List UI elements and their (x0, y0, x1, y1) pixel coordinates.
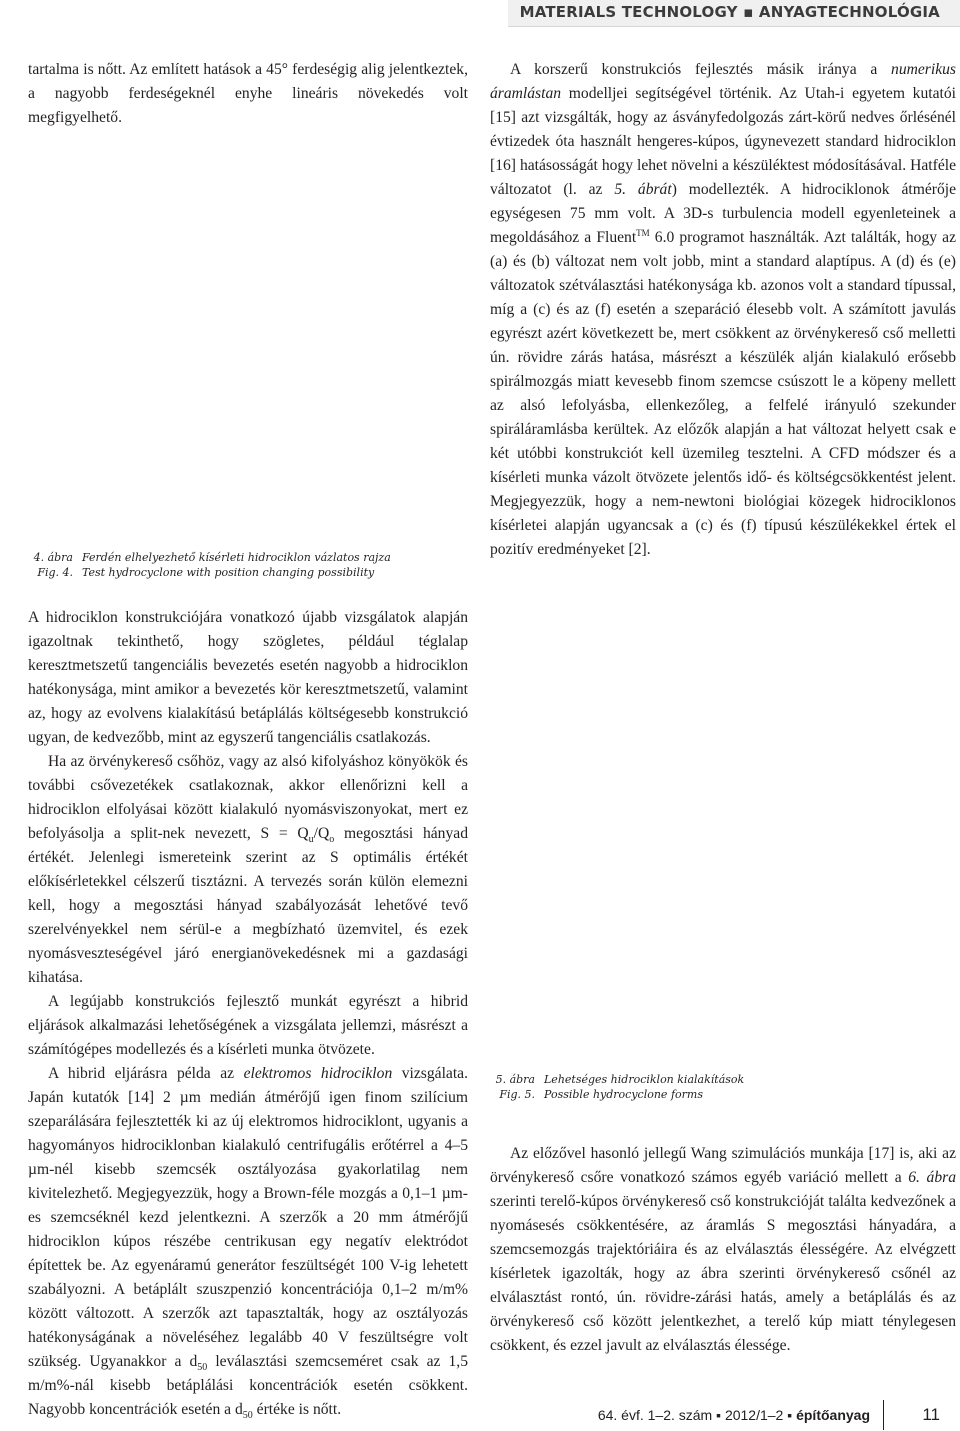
figure-5-caption-en: Possible hydrocyclone forms (544, 1088, 703, 1101)
figure-4-caption (28, 550, 468, 580)
figure-4-caption-en: Test hydrocyclone with position changing possibility (82, 566, 375, 579)
left-column (28, 58, 468, 1422)
intro-paragraph: tartalma is nőtt. Az említett hatások a 45° ferdeségig alig jelentkeztek, a nagyobb ferdeségeknél enyhe lineáris növekedés volt megfigyelhető. (28, 61, 468, 126)
paragraph-hybrid: A legújabb konstrukciós fejlesztő munkát egyrészt a hibrid eljárások alkalmazási lehetőségének a vizsgálata jellemzi, másrészt a számítógépes modellezés és a kísérleti munka ötvözete. (28, 993, 468, 1058)
paragraph-split: Ha az örvénykereső csőhöz, vagy az alsó kifolyáshoz könyökök és további csővezetékek csatlakoznak, akkor ellenőrizni kell a hidrociklon elfolyásai között kialakuló nyomásviszonyokat, mert ez befolyásolja a split-nek nevezett, $S = Q_u/Q_o$ megosztási hányad értékét. Jelenlegi ismereteink szerint az S optimális értékét előkísérletekkel célszerű tisztázni. A tervezés során külön elemezni kell, hogy a megosztási hányad szabályozását lehetővé tevő szerelvényekkel nem sérül-e a megbízható üzemvitel, és ezek nyomásveszteségével járó energianövekedésnek mi a gazdasági kihatása. (28, 753, 468, 986)
figure-5-area (490, 562, 956, 1072)
footer-divider (883, 1400, 884, 1430)
paragraph-cfd: A korszerű konstrukciós fejlesztés másik iránya a numerikus áramlástan modelljei segítségével történik. Az Utah-i egyetem kutatói [15] azt vizsgálták, hogy az ásványfedolgozás zárt-körű nedves őrlésénél évtizedek óta használt hengeres-kúpos, úgynevezett standard hidrociklon [16] hatásosságát hogy lehet növelni a készüléktest módosításával. Hatféle változatot (l. az 5. ábrát) modellezték. A hidrociklonok átmérője egységesen 75 mm volt. A 3D-s turbulencia modell egyenleteinek a megoldásához a Fluent™ 6.0 programot használták. Azt találták, hogy az (a) és (b) változat nem volt jobb, mint a standard alaptípus. A (d) és (e) változatok szétválasztási hatékonysága kb. azonos volt a standard típussal, míg a (c) és az (f) esetén a szeparáció élesebb volt. A számított javulás egyrészt azért következett be, mert csökkent az örvénykereső cső melletti ún. rövidre zárás hatása, másrészt a készülék alján kialakuló erősebb spirálmozgás miatt kevesebb finom szemcse csúszott le a köpeny mellett az alsó lefolyásba, ellenkezőleg, a felfelé irányuló szekunder spiráláramlásba kerültek. Az előzők alapján a hat változat helyett csak e két utóbbi konstrukciót kell üzemileg tesztelni. A CFD módszer és a kísérleti munka vázolt ötvözete jelentős idő- és költségcsökkentést jelent. Megjegyezzük, hogy a nem-newtoni biológiai közegek hidrociklonos kísérletei alapján ugyancsak a (c) és (f) típusú készülékekkel értek el pozitív eredményeket [2]. (490, 61, 957, 558)
paragraph-wang: Az előzővel hasonló jellegű Wang szimulációs munkája [17] is, aki az örvénykereső csőre vonatkozó számos egyéb variáció mellett a 6. ábra szerinti terelő-kúpos örvénykereső cső konstrukcióját találta kedvezőnek a nyomásesés csökkentésére, az áramlás S megosztási hányadára, a szemcsemozgás trajektóriáira és az elválasztás élességére. Az elvégzett kísérletek igazolták, hogy az ábra szerinti örvénykereső csőnél az elválasztást rontó, ún. rövidre-zárási hatás, amely a betáplálás és az örvénykereső cső között jelentkezhet, a terelő kúp miatt ténylegesen csökkent, és ezzel javult az elválasztás élessége. (490, 1145, 956, 1354)
figure-5-number-hu: 5. ábra (495, 1073, 535, 1086)
figure-4-number-hu: 4. ábra (33, 551, 73, 564)
figure-5-number-en: Fig. 5. (499, 1088, 535, 1101)
footer-issue-info: 64. évf. 1–2. szám ▪ 2012/1–2 ▪ építőanyag (597, 1407, 870, 1423)
paragraph-construction: A hidrociklon konstrukciójára vonatkozó újabb vizsgálatok alapján igazoltnak tekinthető, hogy szögletes, például téglalap keresztmetszetű tangenciális bevezetés esetén nagyobb a hidrociklon hatékonysága, mint amikor a bevezetés kör keresztmetszetű, valamint az, hogy az evolvens kialakítású betáplálás költségesebb konstrukció ugyan, de kedvezőbb, mint az egyszerű tangenciális csatlakozás. (28, 609, 468, 746)
journal-name: építőanyag (796, 1407, 870, 1423)
figure-5-caption-hu: Lehetséges hidrociklon kialakítások (544, 1073, 745, 1086)
paragraph-electric-hydrocyclone: A hibrid eljárásra példa az elektromos hidrociklon vizsgálata. Japán kutatók [14] 2 µm medián átmérőjű igen finom szilícium szeparálására fejlesztették ki az új elektromos hidrociklont, ugyanis a hagyományos hidrociklonban kialakuló centrifugális erőtérrel a 4–5 µm-nél kisebb szemcsék osztályozása gyakorlatilag nem kivitelezhető. Megjegyezzük, hogy a Brown-féle mozgás a 0,1–1 µm-es szemcséknél kezd jelentkezni. A szerzők a 20 mm átmérőjű hidrociklon kúpos részébe centrikusan egy negatív elektródot építettek be. Az egyenáramú generátor feszültségét 100 V-ig lehetett szabályozni. A betáplált szuszpenzió koncentrációja 0,1–2 m/m% között változott. A szerzők azt tapasztalták, hogy az osztályozás hatékonyságának a növeléséhez legalább 40 V feszültségre volt szükség. Ugyanakkor a $d_{50}$ leválasztási szemcseméret csak az 1,5 m/m%-nál kisebb betáplálási koncentrációk esetén csökkent. Nagyobb koncentrációk esetén a $d_{50}$ értéke is nőtt. (28, 1065, 468, 1422)
page-number: 11 (922, 1405, 940, 1424)
figure-4-number-en: Fig. 4. (37, 566, 73, 579)
journal-section-title: MATERIALS TECHNOLOGY ▪ ANYAGTECHNOLÓGIA (519, 3, 940, 21)
page-header (0, 0, 960, 26)
figure-5-caption (490, 1072, 956, 1102)
header-bar (508, 0, 960, 27)
figure-4-area (28, 130, 468, 550)
figure-4-caption-hu: Ferdén elhelyezhető kísérleti hidrociklon vázlatos rajza (82, 551, 391, 564)
right-column (490, 58, 956, 1358)
